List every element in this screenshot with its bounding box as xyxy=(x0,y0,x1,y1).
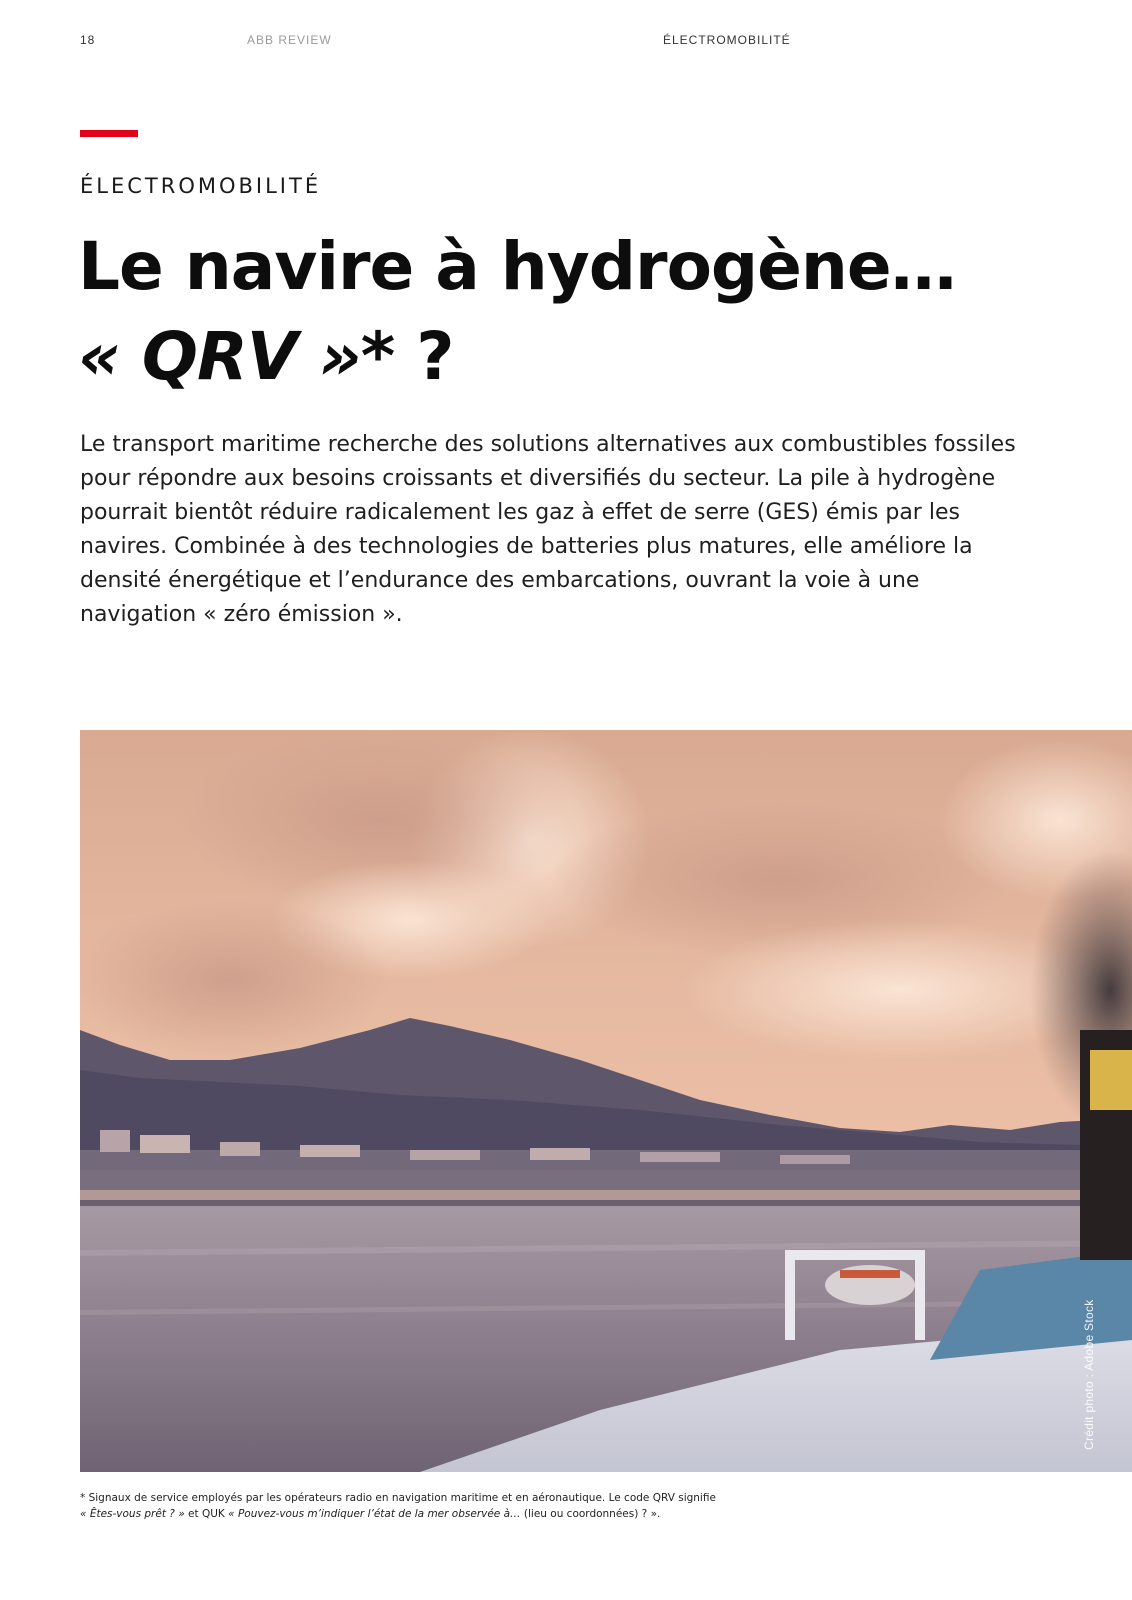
footnote-connector: et QUK xyxy=(184,1508,229,1520)
title-line-2 xyxy=(78,312,1078,402)
harbor-sunset-image xyxy=(80,730,1132,1472)
section-name: ÉLECTROMOBILITÉ xyxy=(663,33,791,47)
footnote-line-1: * Signaux de service employés par les opérateurs radio en navigation maritime et en aéronautique. Le code QRV signifie xyxy=(80,1492,716,1504)
page-number: 18 xyxy=(80,33,96,47)
publication-name: ABB REVIEW xyxy=(247,33,332,47)
footnote-end: (lieu ou coordonnées) ? ». xyxy=(520,1508,661,1520)
photo-credit: Crédit photo : Adobe Stock xyxy=(1082,1299,1096,1450)
article-title xyxy=(78,222,1078,402)
footnote-qrv-meaning: « Êtes-vous prêt ? » xyxy=(80,1508,185,1520)
running-header xyxy=(0,33,1132,51)
footnote-quk-meaning: « Pouvez-vous m’indiquer l’état de la mer observée à… xyxy=(228,1508,521,1520)
footnote-line-2 xyxy=(80,1506,840,1522)
accent-bar xyxy=(80,130,138,137)
title-suffix: * ? xyxy=(360,318,454,395)
title-code: « QRV » xyxy=(78,318,361,395)
footnote xyxy=(80,1490,840,1522)
hero-photo xyxy=(80,730,1132,1472)
article-lead: Le transport maritime recherche des solutions alternatives aux combustibles fossiles pour répondre aux besoins croissants et diversifiés du secteur. La pile à hydrogène pourrait bientôt réduire radicalement les gaz à effet de serre (GES) émis par les navires. Combinée à des technologies de batteries plus matures, elle améliore la densité énergétique et l’endurance des embarcations, ouvrant la voie à une navigation « zéro émission ». xyxy=(80,432,1016,627)
article-kicker: ÉLECTROMOBILITÉ xyxy=(80,174,322,198)
title-line-1: Le navire à hydrogène… xyxy=(78,228,956,305)
